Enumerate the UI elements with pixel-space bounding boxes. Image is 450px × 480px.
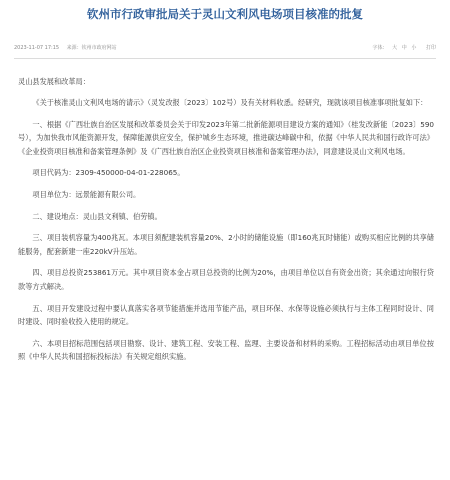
print-link[interactable]: 打印 (425, 45, 436, 51)
article-body (18, 76, 434, 372)
article-meta-bar (14, 42, 436, 54)
font-size-large-link[interactable]: 大 (392, 45, 398, 51)
page-title: 钦州市行政审批局关于灵山文利风电场项目核准的批复 (87, 7, 363, 21)
font-size-medium-link[interactable]: 中 (401, 45, 407, 51)
publish-date: 2023-11-07 17:15 (14, 45, 60, 51)
article-source: 来源：钦州市政府网站 (66, 45, 117, 51)
body-paragraph: 六、本项目招标范围包括项目勘察、设计、建筑工程、安装工程、监理、主要设备和材料的采购。工程招标活动由项目单位按照《中华人民共和国招标投标法》有关规定组织实施。 (18, 338, 434, 362)
project-unit: 项目单位为：远景能源有限公司。 (32, 189, 141, 199)
body-paragraph: 四、项目总投资253861万元。其中项目资本金占项目总投资的比例为20%，由项目单位以自有资金出资；其余通过向银行贷款等方式解决。 (18, 268, 434, 291)
article-meta-left (14, 44, 123, 51)
header-divider (14, 58, 436, 59)
body-paragraph: 二、建设地点：灵山县文利镇、伯劳镇。 (32, 211, 162, 221)
project-code: 项目代码为：2309-450000-04-01-228065。 (32, 168, 185, 178)
font-size-label: 字体： (372, 45, 388, 51)
body-paragraph: 三、项目装机容量为400兆瓦。本项目须配建装机容量20%、2小时的储能设施（即160兆瓦时储能）或购买相应比例的共享储能服务，配套新建一座220kV升压站。 (18, 233, 434, 256)
addressee: 灵山县发展和改革局： (18, 77, 90, 86)
body-paragraph: 《关于核准灵山文利风电场的请示》（灵发改报〔2023〕102号）及有关材料收悉。经研究，现就该项目核准事项批复如下： (32, 98, 428, 107)
article-tools (370, 44, 436, 51)
font-size-small-link[interactable]: 小 (411, 45, 417, 51)
body-paragraph: 一、根据《广西壮族自治区发展和改革委员会关于印发2023年第二批新能源项目建设方案的通知》（桂发改新能〔2023〕590号），为加快我市风能资源开发，保障能源供应安全，保护城乡生态环境，推进碳达峰碳中和，依据《中华人民共和国行政许可法》《企业投资项目核准和备案管理条例》及《广西壮族自治区企业投资项目核准和备案管理办法》，同意建设灵山文利风电场。 (18, 119, 434, 156)
body-paragraph: 五、项目开发建设过程中要认真落实各项节能措施并选用节能产品，项目环保、水保等设施必须执行与主体工程同时设计、同时建设、同时验收投入使用的规定。 (18, 303, 434, 327)
